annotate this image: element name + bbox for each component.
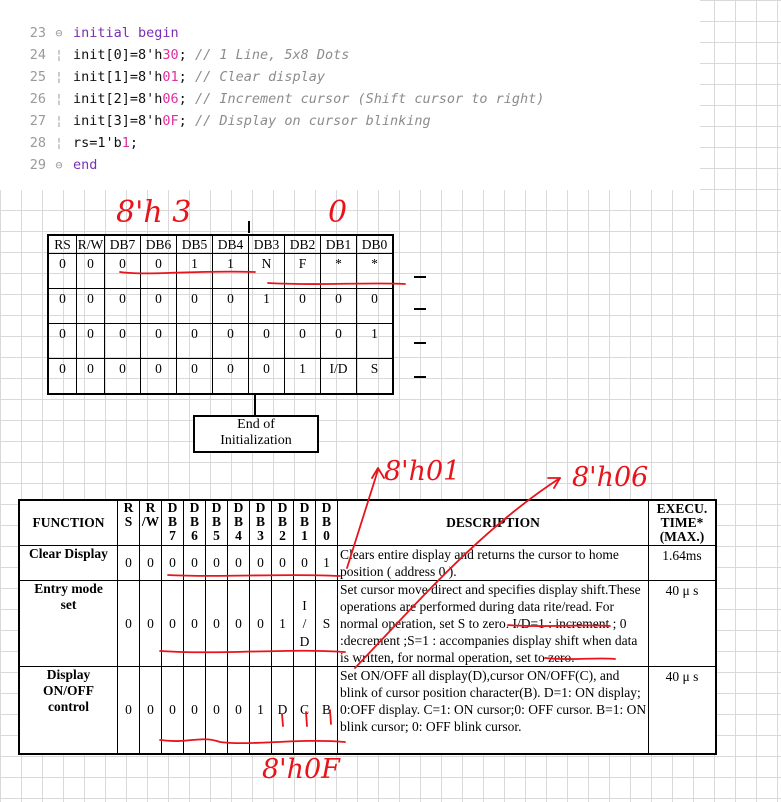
bit-header-char: 5 <box>213 528 220 543</box>
exec-time-cell: 40 μ s <box>649 667 717 755</box>
column-header: DB7 <box>105 235 141 254</box>
table-cell: 1 <box>249 289 285 324</box>
line-number: 25 <box>29 69 46 85</box>
bit-header-char: R <box>145 500 156 515</box>
instruction-row <box>19 667 716 755</box>
code-token: ; <box>178 69 195 85</box>
instruction-function-table <box>18 499 717 755</box>
code-token: init[0]=8'h <box>73 47 163 63</box>
bit-value: 0 <box>162 581 184 667</box>
description-cell: Set ON/OFF all display(D),cursor ON/OFF(C), and blink of cursor position character(B). D=1: ON display; 0:OFF display. C=1: ON cursor;0: OFF cursor. B=1: ON blink cursor; 0: OFF blink cursor. <box>338 667 649 755</box>
bit-value <box>294 581 316 667</box>
table-cell: 0 <box>285 324 321 359</box>
code-token: ; <box>178 113 195 129</box>
table-cell: I/D <box>321 359 357 395</box>
code-token: ; <box>178 91 195 107</box>
bit-header <box>316 500 338 546</box>
bit-header-char: B <box>299 514 309 529</box>
bit-value: B <box>316 667 338 755</box>
column-header: DB0 <box>357 235 394 254</box>
bit-header-char: B <box>233 514 243 529</box>
bit-header-char: D <box>321 500 332 515</box>
function-name <box>19 581 118 667</box>
table-cell: 0 <box>77 324 105 359</box>
bit-header-char: B <box>211 514 221 529</box>
table-cell: 0 <box>77 254 105 289</box>
table-cell: * <box>321 254 357 289</box>
bit-value-char: / <box>302 615 307 631</box>
exec-time-cell: 40 μ s <box>649 581 717 667</box>
table-cell: S <box>357 359 394 395</box>
table-cell: 1 <box>213 254 249 289</box>
table-row <box>48 289 393 324</box>
bit-value: 0 <box>140 581 162 667</box>
dash-mark <box>414 342 426 344</box>
table-cell: * <box>357 254 394 289</box>
bit-header <box>272 500 294 546</box>
arrowhead-8h01 <box>372 468 384 478</box>
annotation-0: 0 <box>328 195 348 230</box>
bit-value-char: D <box>299 633 310 649</box>
table-cell: 0 <box>105 324 141 359</box>
annotation-8h3: 8'h 3 <box>116 195 192 230</box>
instruction-row <box>19 546 716 581</box>
code-text[interactable] <box>73 88 544 110</box>
code-token: 01 <box>162 69 179 85</box>
table-cell: 0 <box>177 324 213 359</box>
bit-value: 0 <box>250 546 272 581</box>
table-cell: 0 <box>249 324 285 359</box>
end-of-initialization-box <box>193 415 319 453</box>
code-token: 30 <box>162 47 179 63</box>
code-text[interactable] <box>73 22 179 44</box>
table-row <box>48 324 393 359</box>
dash-mark <box>414 376 426 378</box>
annotation-8h0f: 8'h0F <box>262 754 340 785</box>
table-cell: 0 <box>48 324 77 359</box>
table-row <box>48 254 393 289</box>
column-header: DB2 <box>285 235 321 254</box>
table-header-row <box>48 235 393 254</box>
bit-header <box>250 500 272 546</box>
bit-value: 0 <box>250 581 272 667</box>
description-header: DESCRIPTION <box>338 500 649 546</box>
table-cell: 0 <box>48 254 77 289</box>
bit-value: 1 <box>316 546 338 581</box>
fold-gutter-icon[interactable]: ¦ <box>55 70 63 84</box>
bit-header-char: D <box>189 500 200 515</box>
bit-header-char: 4 <box>235 528 242 543</box>
bit-header-char: D <box>167 500 178 515</box>
exec-header-line: TIME* <box>660 515 704 530</box>
bit-header <box>118 500 140 546</box>
init-sequence-table <box>47 234 394 395</box>
column-header: DB5 <box>177 235 213 254</box>
annotation-8h01: 8'h01 <box>384 456 461 487</box>
bit-header-char: D <box>255 500 266 515</box>
table-cell: N <box>249 254 285 289</box>
bit-header-char: 3 <box>257 528 264 543</box>
function-name-line: Clear Display <box>29 546 108 561</box>
flow-connector <box>254 393 256 415</box>
bit-header-char: 0 <box>323 528 330 543</box>
code-token: // 1 Line, 5x8 Dots <box>194 47 350 63</box>
bit-header-char: B <box>321 514 331 529</box>
arrow-tick <box>248 221 250 233</box>
bit-value: 0 <box>228 667 250 755</box>
code-token: end <box>73 157 98 173</box>
bit-value: S <box>316 581 338 667</box>
line-number: 28 <box>29 135 46 151</box>
dash-mark <box>414 276 426 278</box>
fold-gutter-icon[interactable]: ¦ <box>55 92 63 106</box>
bit-header-char: B <box>189 514 199 529</box>
line-number: 24 <box>29 47 46 63</box>
bit-header <box>294 500 316 546</box>
column-header: DB6 <box>141 235 177 254</box>
bit-header-char: 7 <box>169 528 176 543</box>
bit-header-char: R <box>123 500 134 515</box>
bit-value: 0 <box>162 546 184 581</box>
fold-gutter-icon[interactable]: ⊖ <box>55 26 63 40</box>
exec-time-header <box>649 500 717 546</box>
bit-header-char: B <box>277 514 287 529</box>
table-header-row <box>19 500 716 546</box>
column-header: DB4 <box>213 235 249 254</box>
code-token: // Display on cursor blinking <box>194 113 431 129</box>
function-name-line: Display <box>46 667 91 682</box>
code-text[interactable] <box>73 132 138 154</box>
table-cell: 0 <box>77 359 105 395</box>
table-cell: 0 <box>48 289 77 324</box>
exec-header-line: (MAX.) <box>659 529 705 544</box>
bit-header <box>162 500 184 546</box>
bit-header <box>184 500 206 546</box>
bit-value: 0 <box>118 667 140 755</box>
code-token: // Clear display <box>194 69 325 85</box>
code-token: init[2]=8'h <box>73 91 163 107</box>
function-name-line: control <box>48 699 89 714</box>
line-number: 29 <box>29 157 46 173</box>
bit-value: 0 <box>206 667 228 755</box>
code-editor <box>0 0 700 190</box>
bit-header-char: /W <box>141 514 160 529</box>
table-cell: 0 <box>105 254 141 289</box>
function-name-line: Entry mode <box>34 581 103 596</box>
exec-time-cell: 1.64ms <box>649 546 717 581</box>
fold-gutter-icon[interactable]: ⊖ <box>55 158 63 172</box>
table-cell: 1 <box>357 324 394 359</box>
bit-header <box>228 500 250 546</box>
bit-value: 0 <box>184 546 206 581</box>
code-token: rs=1'b <box>73 135 122 151</box>
bit-value: D <box>272 667 294 755</box>
bit-header-char: S <box>124 514 133 529</box>
bit-value: 0 <box>140 667 162 755</box>
bit-header-char: 2 <box>279 528 286 543</box>
function-name <box>19 546 118 581</box>
line-number: 26 <box>29 91 46 107</box>
table-cell: F <box>285 254 321 289</box>
bit-value: 0 <box>272 546 294 581</box>
bit-header-char: 1 <box>301 528 308 543</box>
bit-header-char: D <box>233 500 244 515</box>
code-token: init[1]=8'h <box>73 69 163 85</box>
bit-header-char: B <box>255 514 265 529</box>
code-token: ; <box>178 47 195 63</box>
code-token: 06 <box>162 91 179 107</box>
bit-value: 0 <box>228 546 250 581</box>
bit-value: 0 <box>184 581 206 667</box>
table-cell: 0 <box>77 289 105 324</box>
bit-value-char: I <box>302 597 307 613</box>
bit-value: 0 <box>162 667 184 755</box>
bit-value: 0 <box>228 581 250 667</box>
table-cell: 0 <box>48 359 77 395</box>
code-token: 0F <box>162 113 179 129</box>
arrowhead-8h06 <box>548 478 560 488</box>
column-header: DB1 <box>321 235 357 254</box>
table-cell: 0 <box>141 254 177 289</box>
function-name-line: set <box>60 597 77 612</box>
bit-value: 0 <box>118 546 140 581</box>
code-text[interactable] <box>73 66 325 88</box>
table-row <box>48 359 393 395</box>
table-cell: 0 <box>249 359 285 395</box>
table-cell: 0 <box>213 289 249 324</box>
end-box-line2: Initialization <box>220 433 292 448</box>
code-text[interactable] <box>73 154 97 176</box>
code-token: ; <box>129 135 139 151</box>
table-cell: 0 <box>213 324 249 359</box>
bit-header <box>140 500 162 546</box>
function-name <box>19 667 118 755</box>
table-cell: 1 <box>285 359 321 395</box>
table-cell: 0 <box>321 289 357 324</box>
function-name-line: ON/OFF <box>43 683 94 698</box>
description-cell: Set cursor move direct and specifies display shift.These operations are performed during data rite/read. For normal operation, set S to zero. I/D=1 : increment ; 0 :decrement ;S=1 : accompanies display shift when data is written, for normal operation, set to zero. <box>338 581 649 667</box>
code-token: initial begin <box>73 25 179 41</box>
line-number: 23 <box>29 25 46 41</box>
bit-value: 0 <box>206 546 228 581</box>
code-text[interactable] <box>73 110 431 132</box>
instruction-row <box>19 581 716 667</box>
description-cell: Clears entire display and returns the cursor to home position ( address 0 ). <box>338 546 649 581</box>
bit-header-char: D <box>277 500 288 515</box>
table-cell: 0 <box>141 359 177 395</box>
dash-mark <box>414 308 426 310</box>
code-token: init[3]=8'h <box>73 113 163 129</box>
exec-header-line: EXECU. <box>656 501 708 516</box>
code-text[interactable] <box>73 44 349 66</box>
column-header: DB3 <box>249 235 285 254</box>
bit-header-char: D <box>299 500 310 515</box>
code-token: 1 <box>121 135 130 151</box>
end-box-line1: End of <box>237 417 275 432</box>
fold-gutter-icon[interactable]: ¦ <box>55 114 63 128</box>
table-cell: 0 <box>321 324 357 359</box>
bit-value: 0 <box>118 581 140 667</box>
function-header: FUNCTION <box>19 500 118 546</box>
table-cell: 0 <box>141 324 177 359</box>
bit-value: 0 <box>140 546 162 581</box>
table-cell: 0 <box>105 359 141 395</box>
fold-gutter-icon[interactable]: ¦ <box>55 136 63 150</box>
bit-header-char: B <box>167 514 177 529</box>
column-header: RS <box>48 235 77 254</box>
code-token: // Increment cursor (Shift cursor to right) <box>194 91 545 107</box>
table-cell: 0 <box>285 289 321 324</box>
table-cell: 0 <box>213 359 249 395</box>
bit-value: C <box>294 667 316 755</box>
bit-value: 1 <box>250 667 272 755</box>
table-cell: 0 <box>141 289 177 324</box>
table-cell: 0 <box>177 289 213 324</box>
annotation-8h06: 8'h06 <box>572 462 649 493</box>
table-cell: 0 <box>357 289 394 324</box>
bit-value: 0 <box>294 546 316 581</box>
bit-value: 0 <box>206 581 228 667</box>
bit-value: 0 <box>184 667 206 755</box>
bit-header-char: 6 <box>191 528 198 543</box>
table-cell: 1 <box>177 254 213 289</box>
table-cell: 0 <box>105 289 141 324</box>
table-cell: 0 <box>177 359 213 395</box>
fold-gutter-icon[interactable]: ¦ <box>55 48 63 62</box>
bit-header <box>206 500 228 546</box>
bit-value: 1 <box>272 581 294 667</box>
line-number: 27 <box>29 113 46 129</box>
column-header: R/W <box>77 236 104 252</box>
bit-header-char: D <box>211 500 222 515</box>
